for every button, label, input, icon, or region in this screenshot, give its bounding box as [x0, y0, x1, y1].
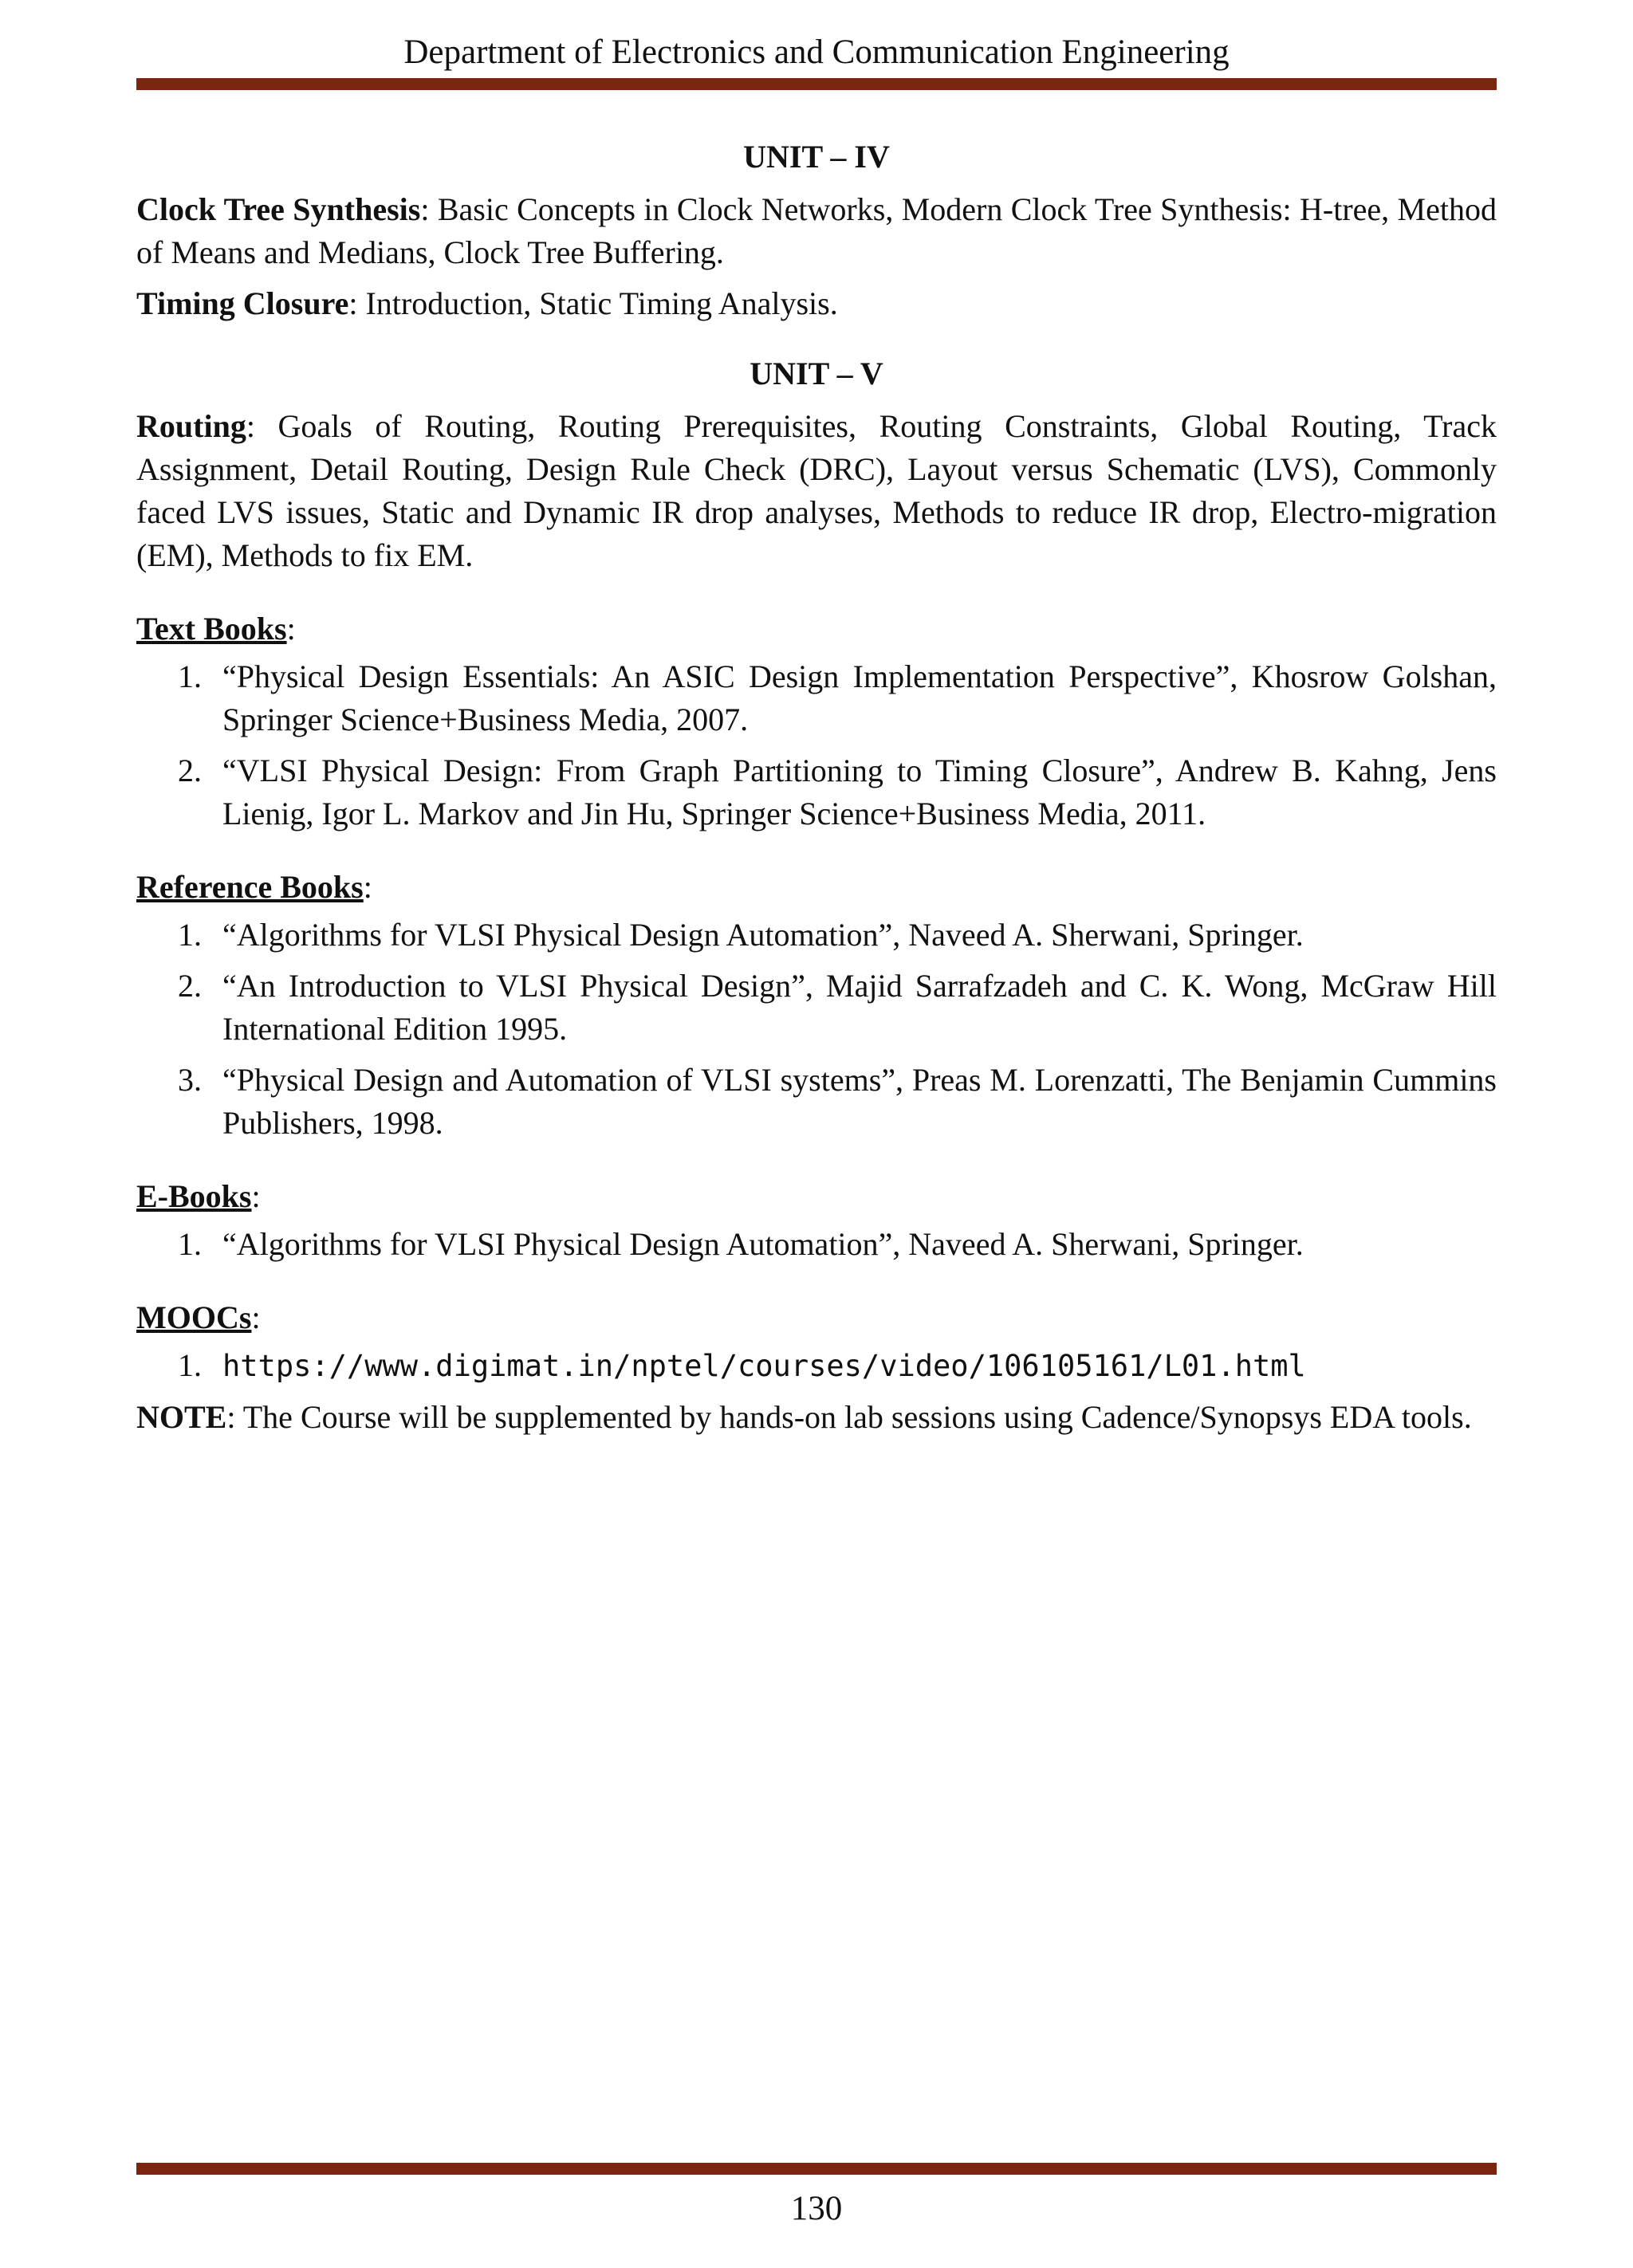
unit-v-heading: UNIT – V [750, 356, 883, 391]
page-content [136, 136, 1497, 1439]
unit-iv-heading: UNIT – IV [743, 139, 890, 175]
timing-closure-lead: Timing Closure [136, 285, 349, 321]
header-title: Department of Electronics and Communication Engineering [403, 33, 1230, 71]
text-books-heading: Text Books: [136, 611, 296, 647]
routing-lead: Routing [136, 408, 246, 444]
list-item [136, 1059, 1497, 1145]
mooc-link[interactable]: https://www.digimat.in/nptel/courses/video/106105161/L01.html [222, 1349, 1306, 1383]
footer-rule [136, 2163, 1497, 2175]
timing-closure-text: : Introduction, Static Timing Analysis. [348, 285, 838, 321]
list-item-number: 2. [178, 968, 202, 1004]
note-paragraph [136, 1396, 1497, 1439]
reference-books-title: Reference Books [136, 869, 364, 905]
routing-text: : Goals of Routing, Routing Prerequisites, Routing Constraints, Global Routing, Track Assignment, Detail Routing, Design Rule Check (DRC), Layout versus Schematic (LVS), Commonly faced LVS issues, Static and Dynamic IR drop analyses, Methods to reduce IR drop, Electro-migration (EM), Methods to fix EM. [136, 408, 1497, 573]
ebooks-title: E-Books [136, 1178, 252, 1214]
timing-closure-paragraph [136, 282, 1497, 325]
header-rule [136, 78, 1497, 90]
list-item-number: 1. [178, 917, 202, 953]
clock-tree-text: : Basic Concepts in Clock Networks, Modern Clock Tree Synthesis: H-tree, Method of Means and Medians, Clock Tree Buffering. [136, 191, 1497, 270]
list-item [136, 914, 1497, 957]
moocs-list [136, 1344, 1497, 1388]
list-item [136, 1223, 1497, 1266]
text-books-title: Text Books [136, 611, 287, 647]
list-item-text: “Algorithms for VLSI Physical Design Automation”, Naveed A. Sherwani, Springer. [222, 1226, 1304, 1262]
clock-tree-paragraph [136, 188, 1497, 274]
list-item [136, 749, 1497, 835]
list-item [136, 655, 1497, 741]
reference-books-heading: Reference Books: [136, 869, 372, 905]
text-books-list [136, 655, 1497, 835]
list-item-text: “VLSI Physical Design: From Graph Partitioning to Timing Closure”, Andrew B. Kahng, Jens Lienig, Igor L. Markov and Jin Hu, Springer Science+Business Media, 2011. [222, 753, 1497, 831]
list-item-number: 1. [178, 658, 202, 694]
reference-books-list [136, 914, 1497, 1145]
note-lead: NOTE [136, 1399, 227, 1435]
list-item-text: “An Introduction to VLSI Physical Design”, Majid Sarrafzadeh and C. K. Wong, McGraw Hill International Edition 1995. [222, 968, 1497, 1047]
ebooks-list [136, 1223, 1497, 1266]
list-item-number: 3. [178, 1062, 202, 1098]
list-item-text: “Physical Design and Automation of VLSI systems”, Preas M. Lorenzatti, The Benjamin Cummins Publishers, 1998. [222, 1062, 1497, 1141]
list-item [136, 1344, 1497, 1388]
list-item-number: 1. [178, 1347, 202, 1383]
moocs-heading: MOOCs: [136, 1299, 261, 1335]
routing-paragraph [136, 405, 1497, 577]
list-item-number: 2. [178, 753, 202, 788]
list-item-number: 1. [178, 1226, 202, 1262]
ebooks-heading: E-Books: [136, 1178, 261, 1214]
note-text: : The Course will be supplemented by hands-on lab sessions using Cadence/Synopsys EDA tools. [226, 1399, 1472, 1435]
moocs-title: MOOCs [136, 1299, 252, 1335]
list-item-text: “Physical Design Essentials: An ASIC Design Implementation Perspective”, Khosrow Golshan, Springer Science+Business Media, 2007. [222, 658, 1497, 737]
list-item [136, 965, 1497, 1051]
list-item-text: “Algorithms for VLSI Physical Design Automation”, Naveed A. Sherwani, Springer. [222, 917, 1304, 953]
clock-tree-lead: Clock Tree Synthesis [136, 191, 421, 227]
page-number: 130 [790, 2190, 843, 2227]
